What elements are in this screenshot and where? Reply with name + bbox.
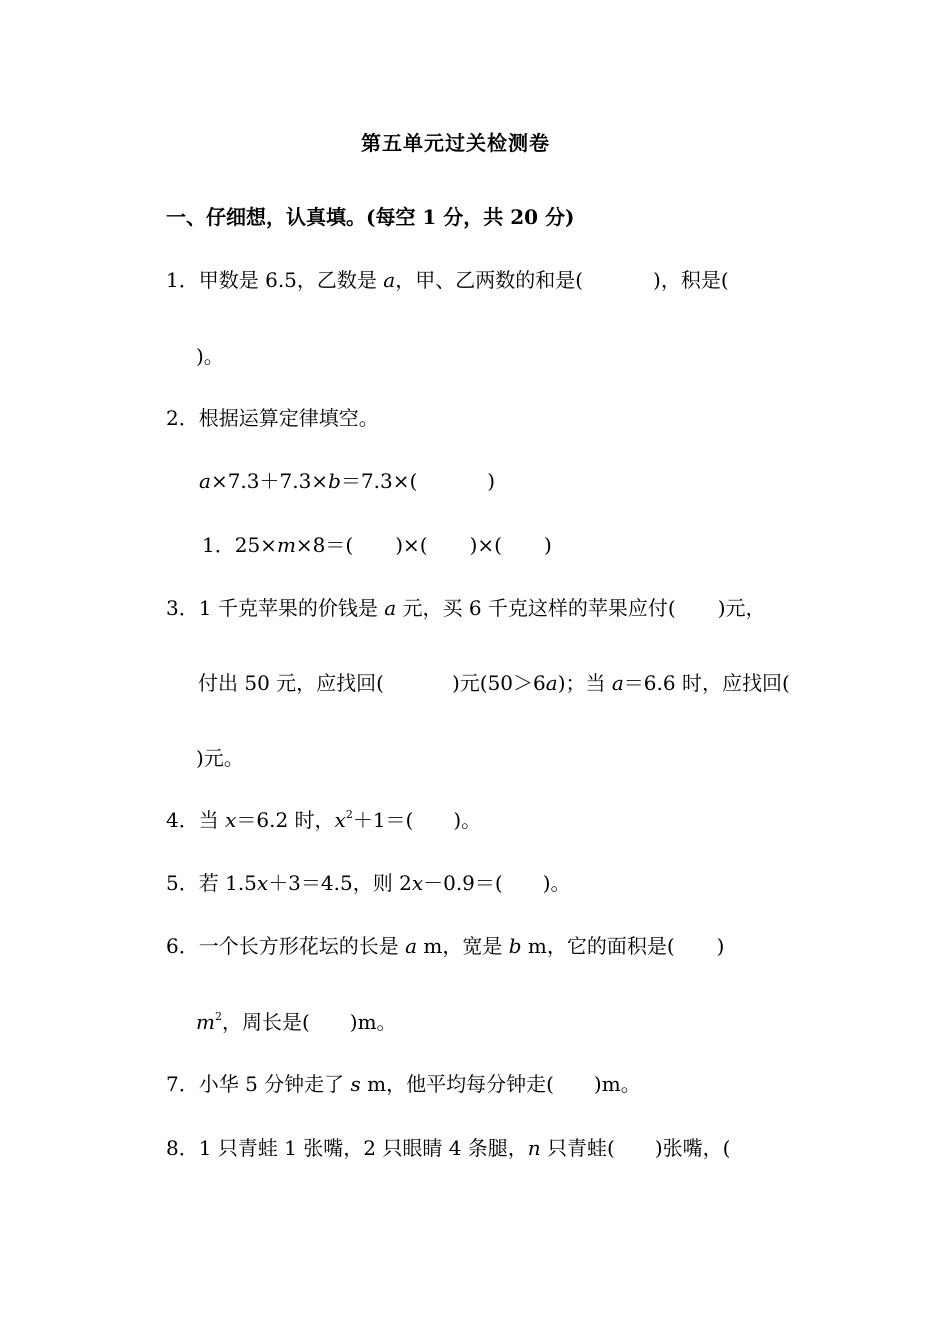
question-number: 1． [166, 268, 199, 292]
question-2-line-1: a×7.3＋7.3×b＝7.3×( ) [199, 469, 496, 493]
question-number: 2． [166, 406, 199, 430]
question-5: 5．若 1.5x＋3＝4.5，则 2x－0.9＝( )。 [166, 871, 571, 895]
variable: a [383, 268, 396, 292]
question-6: 6．一个长方形花坛的长是 a m，宽是 b m，它的面积是( ) [166, 934, 725, 958]
question-number: 7． [166, 1072, 199, 1096]
question-3: 3．1 千克苹果的价钱是 a 元，买 6 千克这样的苹果应付( )元， [166, 596, 766, 620]
section-heading: 一、仔细想，认真填。(每空 1 分，共 20 分) [166, 205, 575, 229]
question-7: 7．小华 5 分钟走了 s m，他平均每分钟走( )m。 [166, 1072, 641, 1096]
question-1-cont: )。 [196, 344, 224, 368]
question-number: 8． [166, 1136, 199, 1160]
question-2-line-2: 1．25×m×8＝( )×( )×( ) [202, 533, 552, 557]
page-title: 第五单元过关检测卷 [361, 131, 550, 155]
question-number: 3． [166, 596, 199, 620]
question-2: 2．根据运算定律填空。 [166, 406, 379, 430]
question-number: 5． [166, 871, 199, 895]
question-3-line-2: 付出 50 元，应找回( )元(50＞6a)；当 a＝6.6 时，应找回( [198, 671, 790, 695]
question-1: 1．甲数是 6.5，乙数是 a，甲、乙两数的和是( )，积是( [166, 268, 729, 292]
question-3-line-3: )元。 [196, 746, 244, 770]
question-number: 4． [166, 808, 199, 832]
question-4: 4．当 x＝6.2 时，$x^2+1=$( )。 [166, 808, 482, 832]
question-8: 8．1 只青蛙 1 张嘴，2 只眼睛 4 条腿，n 只青蛙( )张嘴，( [166, 1136, 731, 1160]
question-6-line-2: $m^2$，周长是( )m。 [196, 1010, 397, 1034]
question-number: 6． [166, 934, 199, 958]
